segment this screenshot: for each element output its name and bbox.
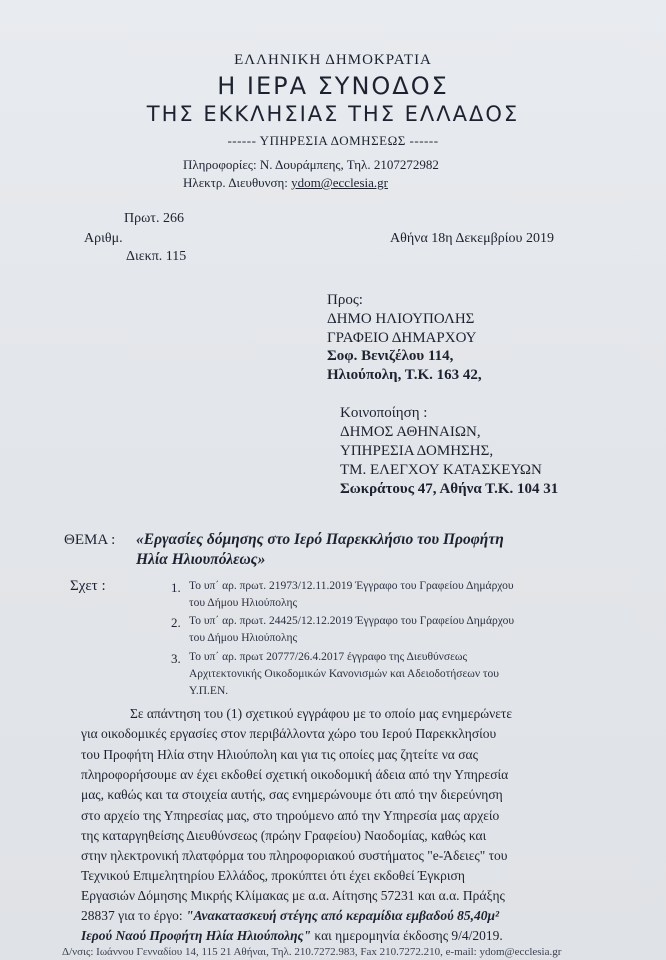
body-line: στην ηλεκτρονική πλατφόρμα του πληροφοριακού συστήματος "e-Άδειες" του (81, 848, 508, 863)
church-heading: ΤΗΣ ΕΚΚΛΗΣΙΑΣ ΤΗΣ ΕΛΛΑΔΟΣ (146, 102, 520, 126)
info-line: Πληροφορίες: Ν. Δουράμπεης, Τηλ. 2107272982 (183, 157, 439, 172)
protocol-number: Πρωτ. 266 (124, 211, 184, 226)
body-line: του Προφήτη Ηλία στην Ηλιούπολη και για τις οποίες μας ζητείτε να σας (81, 747, 478, 762)
recipient-line: ΓΡΑΦΕΙΟ ΔΗΜΑΡΧΟΥ (327, 330, 477, 346)
body-line: Σε απάντηση του (1) σχετικού εγγράφου με το οποίο μας ενημερώνετε (130, 706, 513, 721)
body-line: Τεχνικού Επιμελητηρίου Ελλάδος, προκύπτει ότι έχει εκδοθεί Έγκριση (81, 868, 465, 883)
body-line: μας, καθώς και τα στοιχεία αυτής, σας ενημερώνουμε ότι από την διερεύνηση (81, 787, 503, 802)
reference-text: Το υπ΄ αρ. πρωτ 20777/26.4.2017 έγγραφο της Διευθύνσεως (189, 651, 468, 663)
email-line (183, 175, 388, 191)
letter-date: Αθήνα 18η Δεκεμβρίου 2019 (390, 231, 554, 246)
cc-line: ΥΠΗΡΕΣΙΑ ΔΟΜΗΣΗΣ, (340, 443, 494, 459)
body-text: και ημερομηνία έκδοσης 9/4/2019. (311, 928, 503, 943)
reference-text: Υ.Π.ΕΝ. (189, 685, 229, 697)
body-line: στο αρχείο της Υπηρεσίας μας, στο τηρούμενο από την Υπηρεσία μας αρχείο (81, 808, 500, 823)
body-line: της καταργηθείσης Διευθύνσεως (πρώην Γραφείου) Ναοδομίας, καθώς και (81, 828, 487, 843)
body-line (81, 926, 503, 946)
email-label: Ηλεκτρ. Διευθυνση: (183, 175, 292, 190)
subject-text: «Εργασίες δόμησης στο Ιερό Παρεκκλήσιο του Προφήτη (136, 531, 504, 548)
body-line: Εργασιών Δόμησης Μικρής Κλίμακας με α.α. Αίτησης 57231 και α.α. Πράξης (81, 888, 505, 903)
email-link[interactable]: ydom@ecclesia.gr (291, 175, 388, 190)
reference-number: 2. (171, 615, 181, 630)
subject-label: ΘΕΜΑ : (64, 532, 116, 548)
cc-label: Κοινοποίηση : (340, 405, 428, 421)
reference-number: 3. (171, 651, 181, 666)
reference-number: 1. (171, 580, 181, 595)
reference-text: Αρχιτεκτονικής Οικοδομικών Κανονισμών και Αδειοδοτήσεων του (189, 668, 499, 680)
recipient-label: Προς: (327, 292, 363, 308)
synod-heading: Η ΙΕΡΑ ΣΥΝΟΔΟΣ (217, 72, 449, 100)
references-label: Σχετ : (70, 578, 106, 594)
recipient-line: ΔΗΜΟ ΗΛΙΟΥΠΟΛΗΣ (327, 311, 475, 327)
reference-text: του Δήμου Ηλιούπολης (189, 597, 298, 609)
body-line: για οικοδομικές εργασίες στον περιβάλλοντα χώρο του Ιερού Παρεκκλησίου (81, 726, 497, 741)
cc-line: ΔΗΜΟΣ ΑΘΗΝΑΙΩΝ, (340, 424, 481, 440)
project-title: "Ανακατασκευή στέγης από κεραμίδια εμβαδού 85,40μ² (185, 908, 499, 923)
body-text: 28837 για το έργο: (81, 908, 186, 923)
cc-line: ΤΜ. ΕΛΕΓΧΟΥ ΚΑΤΑΣΚΕΥΩΝ (340, 462, 542, 478)
service-heading: ------ ΥΠΗΡΕΣΙΑ ΔΟΜΗΣΕΩΣ ------ (227, 133, 439, 148)
body-line (81, 906, 499, 926)
project-title: Ιερού Ναού Προφήτη Ηλία Ηλιούπολης" (81, 928, 312, 943)
cc-line: Σωκράτους 47, Αθήνα Τ.Κ. 104 31 (340, 481, 559, 497)
reference-text: του Δήμου Ηλιούπολης (189, 632, 298, 644)
body-line: πληροφορήσουμε αν έχει εκδοθεί σχετική οικοδομική άδεια από την Υπηρεσία (81, 767, 509, 782)
number-label: Αριθμ. (84, 231, 123, 246)
dispatch-number: Διεκπ. 115 (126, 249, 187, 264)
republic-heading: ΕΛΛΗΝΙΚΗ ΔΗΜΟΚΡΑΤΙΑ (234, 52, 432, 68)
subject-text: Ηλία Ηλιουπόλεως» (136, 551, 266, 568)
reference-text: Το υπ΄ αρ. πρωτ. 21973/12.11.2019 Έγγραφο του Γραφείου Δημάρχου (189, 580, 514, 592)
recipient-line: Σοφ. Βενιζέλου 114, (327, 348, 454, 364)
recipient-line: Ηλιούπολη, Τ.Κ. 163 42, (327, 367, 482, 383)
footer-address: Δ/νσις: Ιωάννου Γενναδίου 14, 115 21 Αθήναι, Τηλ. 210.7272.983, Fax 210.7272.210, e-mail: ydom@ecclesia.gr (62, 946, 562, 958)
reference-text: Το υπ΄ αρ. πρωτ. 24425/12.12.2019 Έγγραφο του Γραφείου Δημάρχου (189, 615, 515, 627)
